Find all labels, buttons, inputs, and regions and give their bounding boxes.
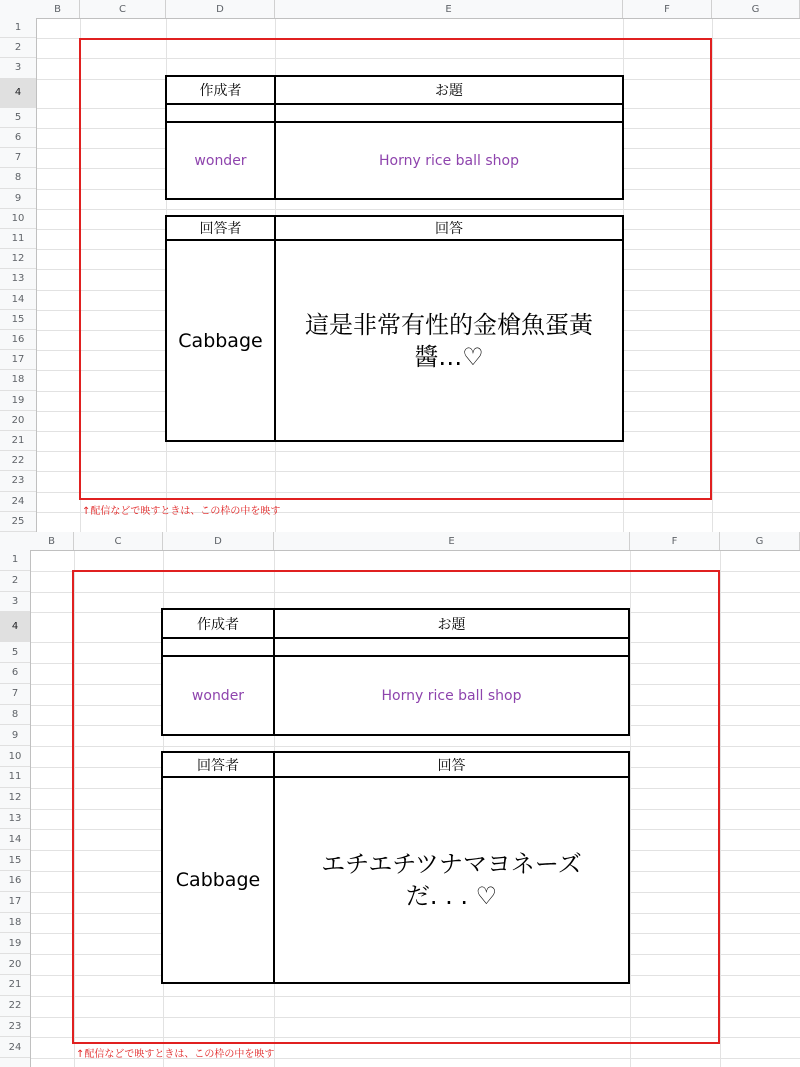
row-header-11[interactable]: 11 — [0, 767, 30, 788]
row-header-17[interactable]: 17 — [0, 892, 30, 913]
row-header-9[interactable]: 9 — [0, 725, 30, 746]
row-header-2[interactable]: 2 — [0, 38, 36, 58]
row-header-1[interactable]: 1 — [0, 18, 36, 38]
row-header-22[interactable]: 22 — [0, 451, 36, 471]
column-header-c[interactable]: C — [74, 532, 163, 550]
grid-column-line — [712, 18, 713, 532]
column-header-f[interactable]: F — [623, 0, 712, 18]
row-header-1[interactable]: 1 — [0, 550, 30, 571]
answer-header[interactable]: 回答 — [273, 751, 630, 778]
row-header-25[interactable]: 25 — [0, 512, 36, 532]
row-header-21[interactable]: 21 — [0, 431, 36, 451]
column-header-d[interactable]: D — [166, 0, 275, 18]
column-header-c[interactable]: C — [80, 0, 166, 18]
row-header-7[interactable]: 7 — [0, 684, 30, 705]
row-header-23[interactable]: 23 — [0, 471, 36, 491]
row-header-16[interactable]: 16 — [0, 871, 30, 892]
row-header-8[interactable]: 8 — [0, 705, 30, 726]
answer-line-2: だ. . . ♡ — [405, 882, 498, 910]
row-header-19[interactable]: 19 — [0, 933, 30, 954]
row-header-24[interactable]: 24 — [0, 1037, 30, 1058]
row-header-17[interactable]: 17 — [0, 350, 36, 370]
respondent-header[interactable]: 回答者 — [161, 751, 275, 778]
row-header-6[interactable]: 6 — [0, 663, 30, 684]
row-header-13[interactable]: 13 — [0, 809, 30, 830]
row-header-8[interactable]: 8 — [0, 168, 36, 188]
row-header-14[interactable]: 14 — [0, 290, 36, 310]
answer-header[interactable]: 回答 — [274, 215, 624, 241]
topic-header[interactable]: お題 — [273, 608, 630, 639]
column-header-e[interactable]: E — [274, 532, 630, 550]
empty-cell[interactable] — [273, 637, 630, 657]
row-header-4[interactable]: 4 — [0, 79, 36, 108]
empty-cell[interactable] — [165, 103, 276, 123]
author-header[interactable]: 作成者 — [165, 75, 276, 105]
author-header[interactable]: 作成者 — [161, 608, 275, 639]
respondent-value[interactable]: Cabbage — [161, 776, 275, 984]
row-header-4[interactable]: 4 — [0, 612, 30, 642]
row-header-6[interactable]: 6 — [0, 128, 36, 148]
row-header-10[interactable]: 10 — [0, 209, 36, 229]
author-value[interactable]: wonder — [165, 121, 276, 200]
respondent-value[interactable]: Cabbage — [165, 239, 276, 442]
row-header-19[interactable]: 19 — [0, 391, 36, 411]
row-header-21[interactable]: 21 — [0, 975, 30, 996]
row-header-3[interactable]: 3 — [0, 58, 36, 78]
row-header-24[interactable]: 24 — [0, 492, 36, 512]
row-header-20[interactable]: 20 — [0, 411, 36, 431]
row-header-2[interactable]: 2 — [0, 571, 30, 592]
row-header-7[interactable]: 7 — [0, 148, 36, 168]
topic-header[interactable]: お題 — [274, 75, 624, 105]
column-header-g[interactable]: G — [720, 532, 800, 550]
spreadsheet-panel-bottom — [0, 532, 800, 1067]
column-header-bar — [0, 532, 800, 551]
row-header-15[interactable]: 15 — [0, 850, 30, 871]
topic-value[interactable]: Horny rice ball shop — [274, 121, 624, 200]
row-header-22[interactable]: 22 — [0, 996, 30, 1017]
row-header-12[interactable]: 12 — [0, 788, 30, 809]
capture-note: ↑配信などで映すときは、この枠の中を映す — [82, 506, 281, 517]
row-header-9[interactable]: 9 — [0, 189, 36, 209]
topic-value[interactable]: Horny rice ball shop — [273, 655, 630, 736]
answer-value[interactable] — [274, 239, 624, 442]
column-header-d[interactable]: D — [163, 532, 274, 550]
row-header-5[interactable]: 5 — [0, 642, 30, 663]
empty-cell[interactable] — [274, 103, 624, 123]
column-header-f[interactable]: F — [630, 532, 720, 550]
respondent-header[interactable]: 回答者 — [165, 215, 276, 241]
spreadsheet-panel-top — [0, 0, 800, 532]
answer-value[interactable] — [273, 776, 630, 984]
row-header-18[interactable]: 18 — [0, 913, 30, 934]
row-header-14[interactable]: 14 — [0, 829, 30, 850]
row-header-13[interactable]: 13 — [0, 269, 36, 289]
row-header-15[interactable]: 15 — [0, 310, 36, 330]
answer-line-1: 這是非常有性的金槍魚蛋黃 — [305, 310, 593, 339]
row-header-11[interactable]: 11 — [0, 229, 36, 249]
answer-line-1: エチエチツナマヨネーズ — [321, 850, 582, 878]
row-header-16[interactable]: 16 — [0, 330, 36, 350]
row-header-3[interactable]: 3 — [0, 592, 30, 613]
row-header-20[interactable]: 20 — [0, 954, 30, 975]
row-header-10[interactable]: 10 — [0, 746, 30, 767]
column-header-b[interactable]: B — [36, 0, 80, 18]
answer-line-2: 醬…♡ — [414, 342, 484, 371]
column-header-bar — [0, 0, 800, 19]
column-header-e[interactable]: E — [275, 0, 623, 18]
row-header-5[interactable]: 5 — [0, 108, 36, 128]
capture-note: ↑配信などで映すときは、この枠の中を映す — [76, 1049, 275, 1060]
row-header-bar — [0, 550, 31, 1067]
column-header-b[interactable]: B — [30, 532, 74, 550]
column-header-g[interactable]: G — [712, 0, 800, 18]
grid-column-line — [720, 550, 721, 1067]
empty-cell[interactable] — [161, 637, 275, 657]
row-header-18[interactable]: 18 — [0, 370, 36, 390]
row-header-bar — [0, 18, 37, 532]
row-header-12[interactable]: 12 — [0, 249, 36, 269]
author-value[interactable]: wonder — [161, 655, 275, 736]
row-header-23[interactable]: 23 — [0, 1017, 30, 1038]
